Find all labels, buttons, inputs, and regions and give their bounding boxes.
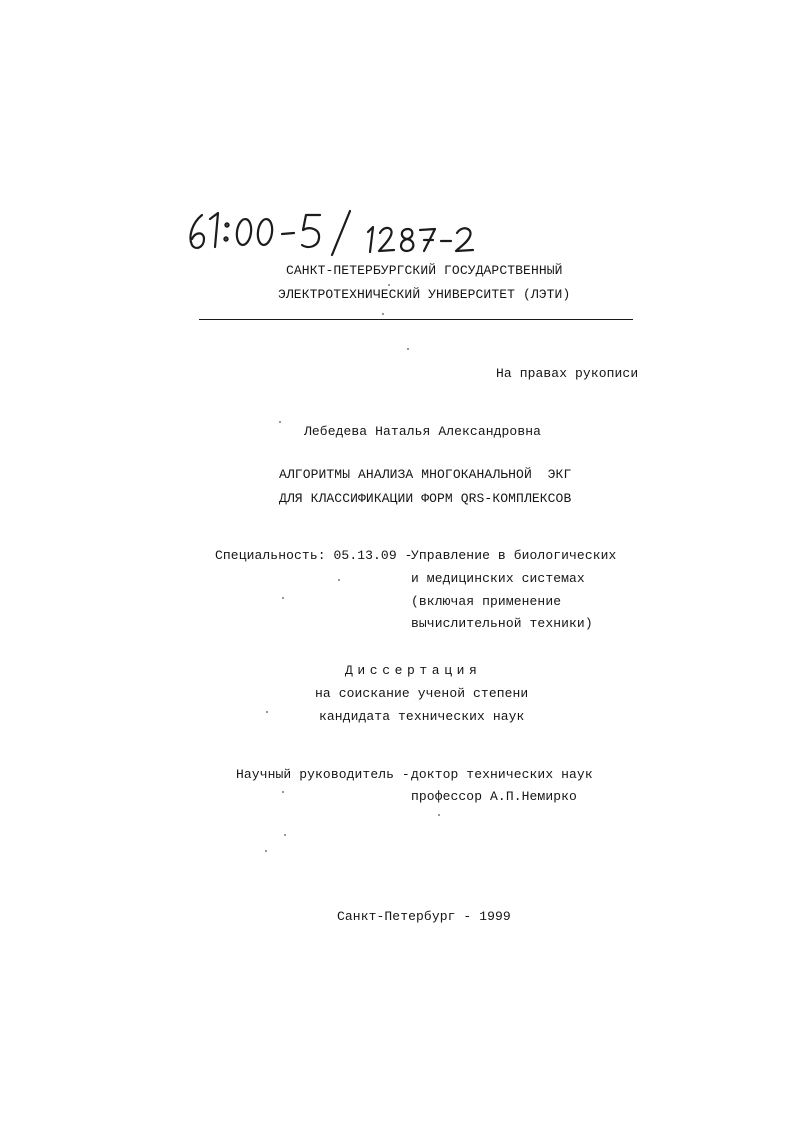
- scan-speck: [382, 313, 384, 315]
- author-name: Лебедева Наталья Александровна: [304, 424, 542, 439]
- dissertation-title-line-1: АЛГОРИТМЫ АНАЛИЗА МНОГОКАНАЛЬНОЙ ЭКГ: [279, 467, 572, 482]
- scan-speck: [282, 791, 284, 793]
- university-line-2: ЭЛЕКТРОТЕХНИЧЕСКИЙ УНИВЕРСИТЕТ (ЛЭТИ): [278, 287, 571, 302]
- scan-speck: [282, 597, 284, 599]
- dissertation-title-line-2: ДЛЯ КЛАССИФИКАЦИИ ФОРМ QRS-КОМПЛЕКСОВ: [279, 491, 572, 506]
- specialty-line-2: и медицинских системах: [411, 571, 585, 586]
- scan-speck: [407, 348, 409, 350]
- supervisor-label: Научный руководитель -: [236, 767, 410, 782]
- handwritten-archive-number: [184, 205, 484, 260]
- scan-speck: [284, 834, 286, 836]
- supervisor-degree: доктор технических наук: [411, 767, 593, 782]
- manuscript-rights-note: На правах рукописи: [496, 366, 639, 381]
- scan-speck: [279, 421, 281, 423]
- dissertation-heading: Диссертация: [345, 663, 482, 678]
- specialty-line-4: вычислительной техники): [411, 616, 593, 631]
- specialty-label: Специальность: 05.13.09 -: [215, 548, 413, 563]
- scan-speck: [265, 850, 267, 852]
- archive-stamp: [184, 205, 484, 260]
- scan-speck: [438, 814, 440, 816]
- scan-speck: [388, 284, 390, 286]
- degree-purpose-line-2: кандидата технических наук: [319, 709, 525, 724]
- place-and-year: Санкт-Петербург - 1999: [337, 909, 511, 924]
- specialty-line-3: (включая применение: [411, 594, 562, 609]
- scan-speck: [266, 711, 268, 713]
- supervisor-name: профессор А.П.Немирко: [411, 789, 577, 804]
- university-line-1: САНКТ-ПЕТЕРБУРГСКИЙ ГОСУДАРСТВЕННЫЙ: [286, 263, 563, 278]
- header-divider: [199, 319, 633, 320]
- degree-purpose-line-1: на соискание ученой степени: [315, 686, 529, 701]
- specialty-line-1: Управление в биологических: [411, 548, 617, 563]
- scan-speck: [338, 579, 340, 581]
